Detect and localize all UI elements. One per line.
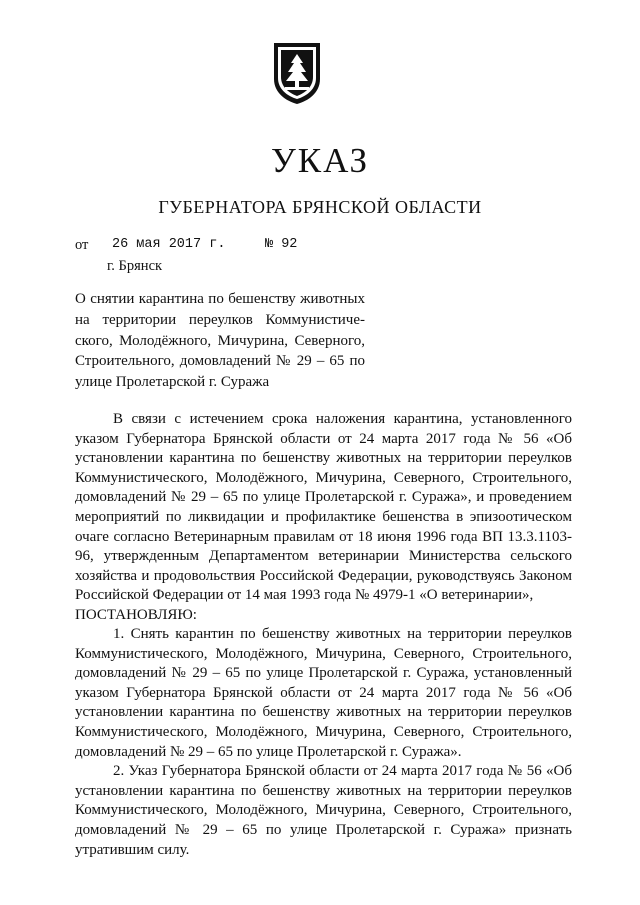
preamble-section [75,410,572,626]
point-1: 1. Снять карантин по бешенству животных на территории переулков Коммунистического, Молодёжного, Мичурина, Северного, Строительного, домовладений № 29 – 65 по улице Пролетарской г. Суража, установленный указом Губернатора Брянской области от 24 марта 2017 года № 56 «Об установлении карантина по бешенству животных на территории переулков Коммунистического, Молодёжного, Мичурина, Северного, Строительного, домовладений № 29 – 65 по улице Пролетарской г. Суража». [75,626,572,760]
subject-line: на территории переулков Коммунистиче- [75,311,365,328]
decree-date: 26 мая 2017 г. [112,237,226,252]
decree-subject [75,289,365,393]
document-title: УКАЗ [270,141,370,180]
subject-line: ского, Молодёжного, Мичурина, Северного, [75,332,365,349]
decree-number: № 92 [265,237,298,252]
subject-line: Строительного, домовладений № 29 – 65 по [75,353,365,370]
date-from-label: от [75,237,89,253]
preamble-paragraph: В связи с истечением срока наложения карантина, установленного указом Губернатора Брянской области от 24 марта 2017 года № 56 «Об установлении карантина по бешенству животных на территории переулков Коммунистического, Молодёжного, Мичурина, Северного, Строительного, домовладений № 29 – 65 по улице Пролетарской г. Суража», и проведением мероприятий по ликвидации и профилактике бешенства в эпизоотическом очаге согласно Ветеринарным правилам от 18 июня 1996 года ВП 13.3.1103-96, утвержденным Департаментом ветеринарии Министерства сельского хозяйства и продовольствия Российской Федерации, руководствуясь Законом Российской Федерации от 14 мая 1993 года № 4979-1 «О ветеринарии», [75,411,572,604]
subject-line: улице Пролетарской г. Суража [75,374,270,391]
decree-city: г. Брянск [107,258,163,274]
document-subtitle: ГУБЕРНАТОРА БРЯНСКОЙ ОБЛАСТИ [158,197,482,217]
decree-word: ПОСТАНОВЛЯЮ: [75,606,197,623]
bryansk-coat-of-arms-icon [272,41,322,105]
decree-points [75,625,572,860]
subject-line: О снятии карантина по бешенству животных [75,291,365,307]
point-2: 2. Указ Губернатора Брянской области от 24 марта 2017 года № 56 «Об установлении карантина по бешенству животных на территории переулков Коммунистического, Молодёжного, Мичурина, Северного, Строительного, домовладений № 29 – 65 по улице Пролетарской г. Суража» признать утратившим силу. [75,763,572,858]
